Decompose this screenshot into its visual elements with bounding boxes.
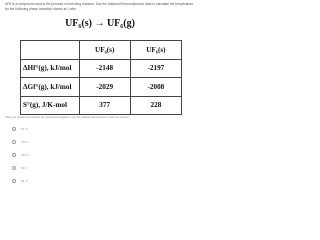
table-cell: 228: [130, 96, 181, 115]
table-row: [21, 78, 182, 97]
reaction-equation: UF₆(s) → UF₆(g): [65, 18, 135, 29]
choice-text: 330 K: [21, 140, 29, 144]
radio-button-icon[interactable]: [12, 179, 16, 183]
radio-button-icon[interactable]: [12, 127, 16, 131]
table-row: [21, 96, 182, 115]
choice-text: 56 °C: [21, 127, 29, 131]
table-header-col-2: UF₆(s): [130, 41, 181, 60]
table-cell: -2008: [130, 78, 181, 97]
answer-instructions: Select an answer and submit. For keyboard navigation, use the up/down arrow keys to select an answer.: [5, 116, 130, 119]
question-prompt: UF6 is a compound used in the process of enriching uranium. Use the attached thermodynamic data to calculate the temperature for the following phase transition shown at 1 atm:: [5, 2, 194, 11]
row-label-gibbs: ΔGf°(g), kJ/mol: [21, 78, 80, 97]
answer-choice-d[interactable]: [12, 165, 27, 171]
table-cell: -2197: [130, 59, 181, 78]
radio-button-icon[interactable]: [12, 166, 16, 170]
table-cell: -2148: [79, 59, 130, 78]
table-header-col-1: UF₆(s): [79, 41, 130, 60]
radio-button-icon[interactable]: [12, 140, 16, 144]
answer-choice-e[interactable]: [12, 178, 28, 184]
choice-text: 330 °C: [21, 153, 30, 157]
table-row: [21, 59, 182, 78]
answer-choice-c[interactable]: [12, 152, 30, 158]
table-header-blank: [21, 41, 80, 60]
row-label-entropy: S°(g), J/K-mol: [21, 96, 80, 115]
table-header-row: [21, 41, 182, 60]
choice-text: 56 K: [21, 166, 27, 170]
radio-button-icon[interactable]: [12, 153, 16, 157]
choice-text: 85 °C: [21, 179, 29, 183]
row-label-enthalpy: ΔHf°(g), kJ/mol: [21, 59, 80, 78]
answer-choice-b[interactable]: [12, 139, 28, 145]
table-cell: -2029: [79, 78, 130, 97]
answer-choice-a[interactable]: [12, 126, 28, 132]
thermodynamic-data-table: [20, 40, 182, 115]
table-cell: 377: [79, 96, 130, 115]
